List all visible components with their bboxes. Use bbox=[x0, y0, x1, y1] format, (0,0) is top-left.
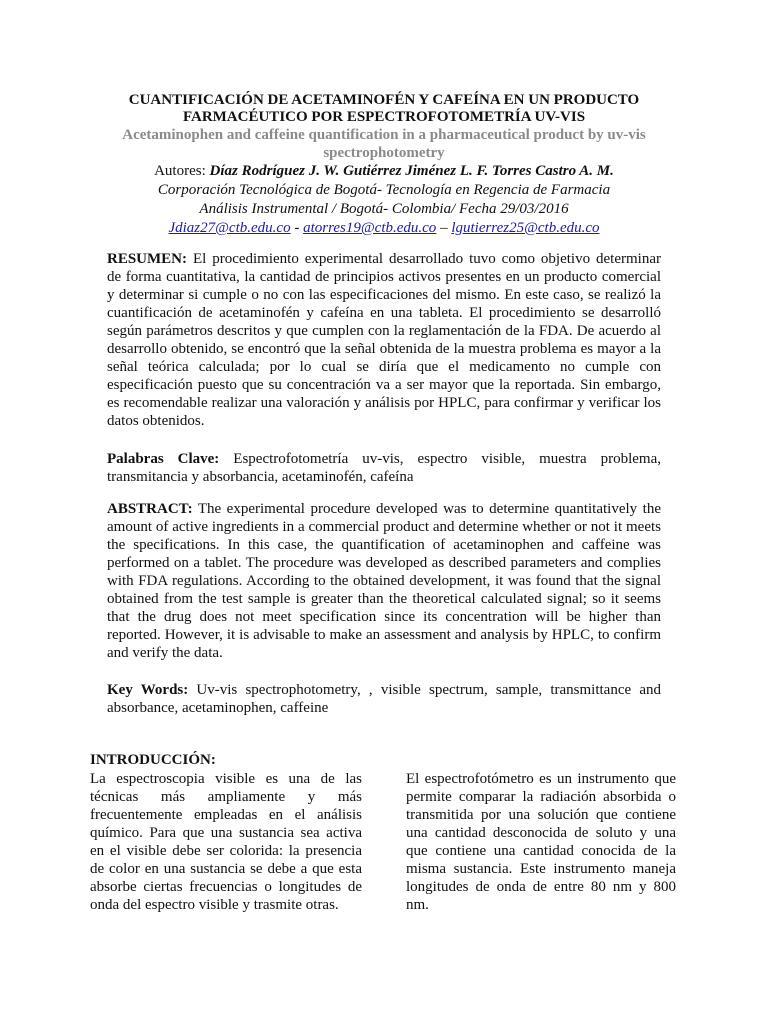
keywords-section bbox=[107, 681, 661, 717]
email-link-2[interactable]: atorres19@ctb.edu.co bbox=[303, 220, 437, 236]
palabras-clave-section bbox=[107, 450, 661, 486]
email-separator-2: – bbox=[436, 220, 452, 236]
introduccion-right-column: El espectrofotómetro es un instrumento que permite comparar la radiación absorbida o transmitida por una solución que contiene una cantidad desconocida de soluto y una que contiene una cantidad conocida de la misma sustancia. Este instrumento maneja longitudes de onda de entre 80 nm y 800 nm. bbox=[406, 771, 676, 913]
keywords-text: Uv-vis spectrophotometry, , visible spectrum, sample, transmittance and absorbance, acetaminophen, caffeine bbox=[107, 682, 661, 716]
paper-title bbox=[80, 92, 688, 126]
resumen-label: RESUMEN: bbox=[107, 251, 188, 267]
paper-header bbox=[80, 92, 688, 238]
palabras-clave-text: Espectrofotometría uv-vis, espectro visible, muestra problema, transmitancia y absorbancia, acetaminofén, cafeína bbox=[107, 451, 661, 485]
abstract-label: ABSTRACT: bbox=[107, 501, 193, 517]
affiliation-line-1: Corporación Tecnológica de Bogotá- Tecnología en Regencia de Farmacia bbox=[157, 182, 611, 198]
email-link-3[interactable]: lgutierrez25@ctb.edu.co bbox=[451, 220, 600, 236]
abstract-section bbox=[107, 500, 661, 662]
introduccion-heading: INTRODUCCIÓN: bbox=[90, 752, 216, 768]
affiliation-line-2: Análisis Instrumental / Bogotá- Colombia/ Fecha 29/03/2016 bbox=[199, 201, 569, 217]
palabras-clave-label: Palabras Clave: bbox=[107, 451, 220, 467]
email-separator-1: - bbox=[290, 220, 304, 236]
english-title: Acetaminophen and caffeine quantification in a pharmaceutical product by uv-vis spectrophotometry bbox=[122, 127, 646, 161]
resumen-section bbox=[107, 250, 661, 430]
paper-title-line-2: FARMACÉUTICO POR ESPECTROFOTOMETRÍA UV-VIS bbox=[182, 109, 586, 125]
email-line bbox=[80, 219, 688, 238]
introduccion-left-column: La espectroscopia visible es una de las técnicas más ampliamente y más frecuentemente empleadas en el análisis químico. Para que una sustancia sea activa en el visible debe ser colorida: la presencia de color en una sustancia se debe a que esta absorbe ciertas frecuencias o longitudes de onda del espectro visible y trasmite otras. bbox=[90, 771, 362, 913]
keywords-label: Key Words: bbox=[107, 682, 189, 698]
author-names: Díaz Rodríguez J. W. Gutiérrez Jiménez L. F. Torres Castro A. M. bbox=[209, 163, 614, 179]
paper-title-line-1: CUANTIFICACIÓN DE ACETAMINOFÉN Y CAFEÍNA EN UN PRODUCTO bbox=[128, 92, 640, 108]
authors-label: Autores: bbox=[154, 163, 210, 179]
email-link-1[interactable]: Jdiaz27@ctb.edu.co bbox=[168, 220, 291, 236]
authors-line bbox=[80, 162, 688, 181]
resumen-text: El procedimiento experimental desarrollado tuvo como objetivo determinar de forma cuantitativa, la cantidad de principios activos presentes en un producto comercial y determinar si cumple o no con las especificaciones del mismo. En este caso, se realizó la cuantificación de acetaminofén y cafeína en una tableta. El procedimiento se desarrolló según parámetros descritos y que cumplen con la reglamentación de la FDA. De acuerdo al desarrollo obtenido, se encontró que la señal obtenida de la muestra problema es mayor a la señal teórica calculada; por lo cual se diría que el medicamento no cumple con especificación puesto que su concentración va a ser mayor que la reportada. Sin embargo, es recomendable realizar una valoración y análisis por HPLC, para confirmar y verificar los datos obtenidos. bbox=[107, 251, 661, 429]
abstract-text: The experimental procedure developed was to determine quantitatively the amount of active ingredients in a commercial product and determine whether or not it meets the specifications. In this case, the quantification of acetaminophen and caffeine was performed on a tablet. The procedure was developed as described parameters and complies with FDA regulations. According to the obtained development, it was found that the signal obtained from the test sample is greater than the theoretical calculated signal; so it seems that the drug does not meet specification since its concentration will be higher than reported. However, it is advisable to make an assessment and analysis by HPLC, to confirm and verify the data. bbox=[107, 501, 661, 661]
